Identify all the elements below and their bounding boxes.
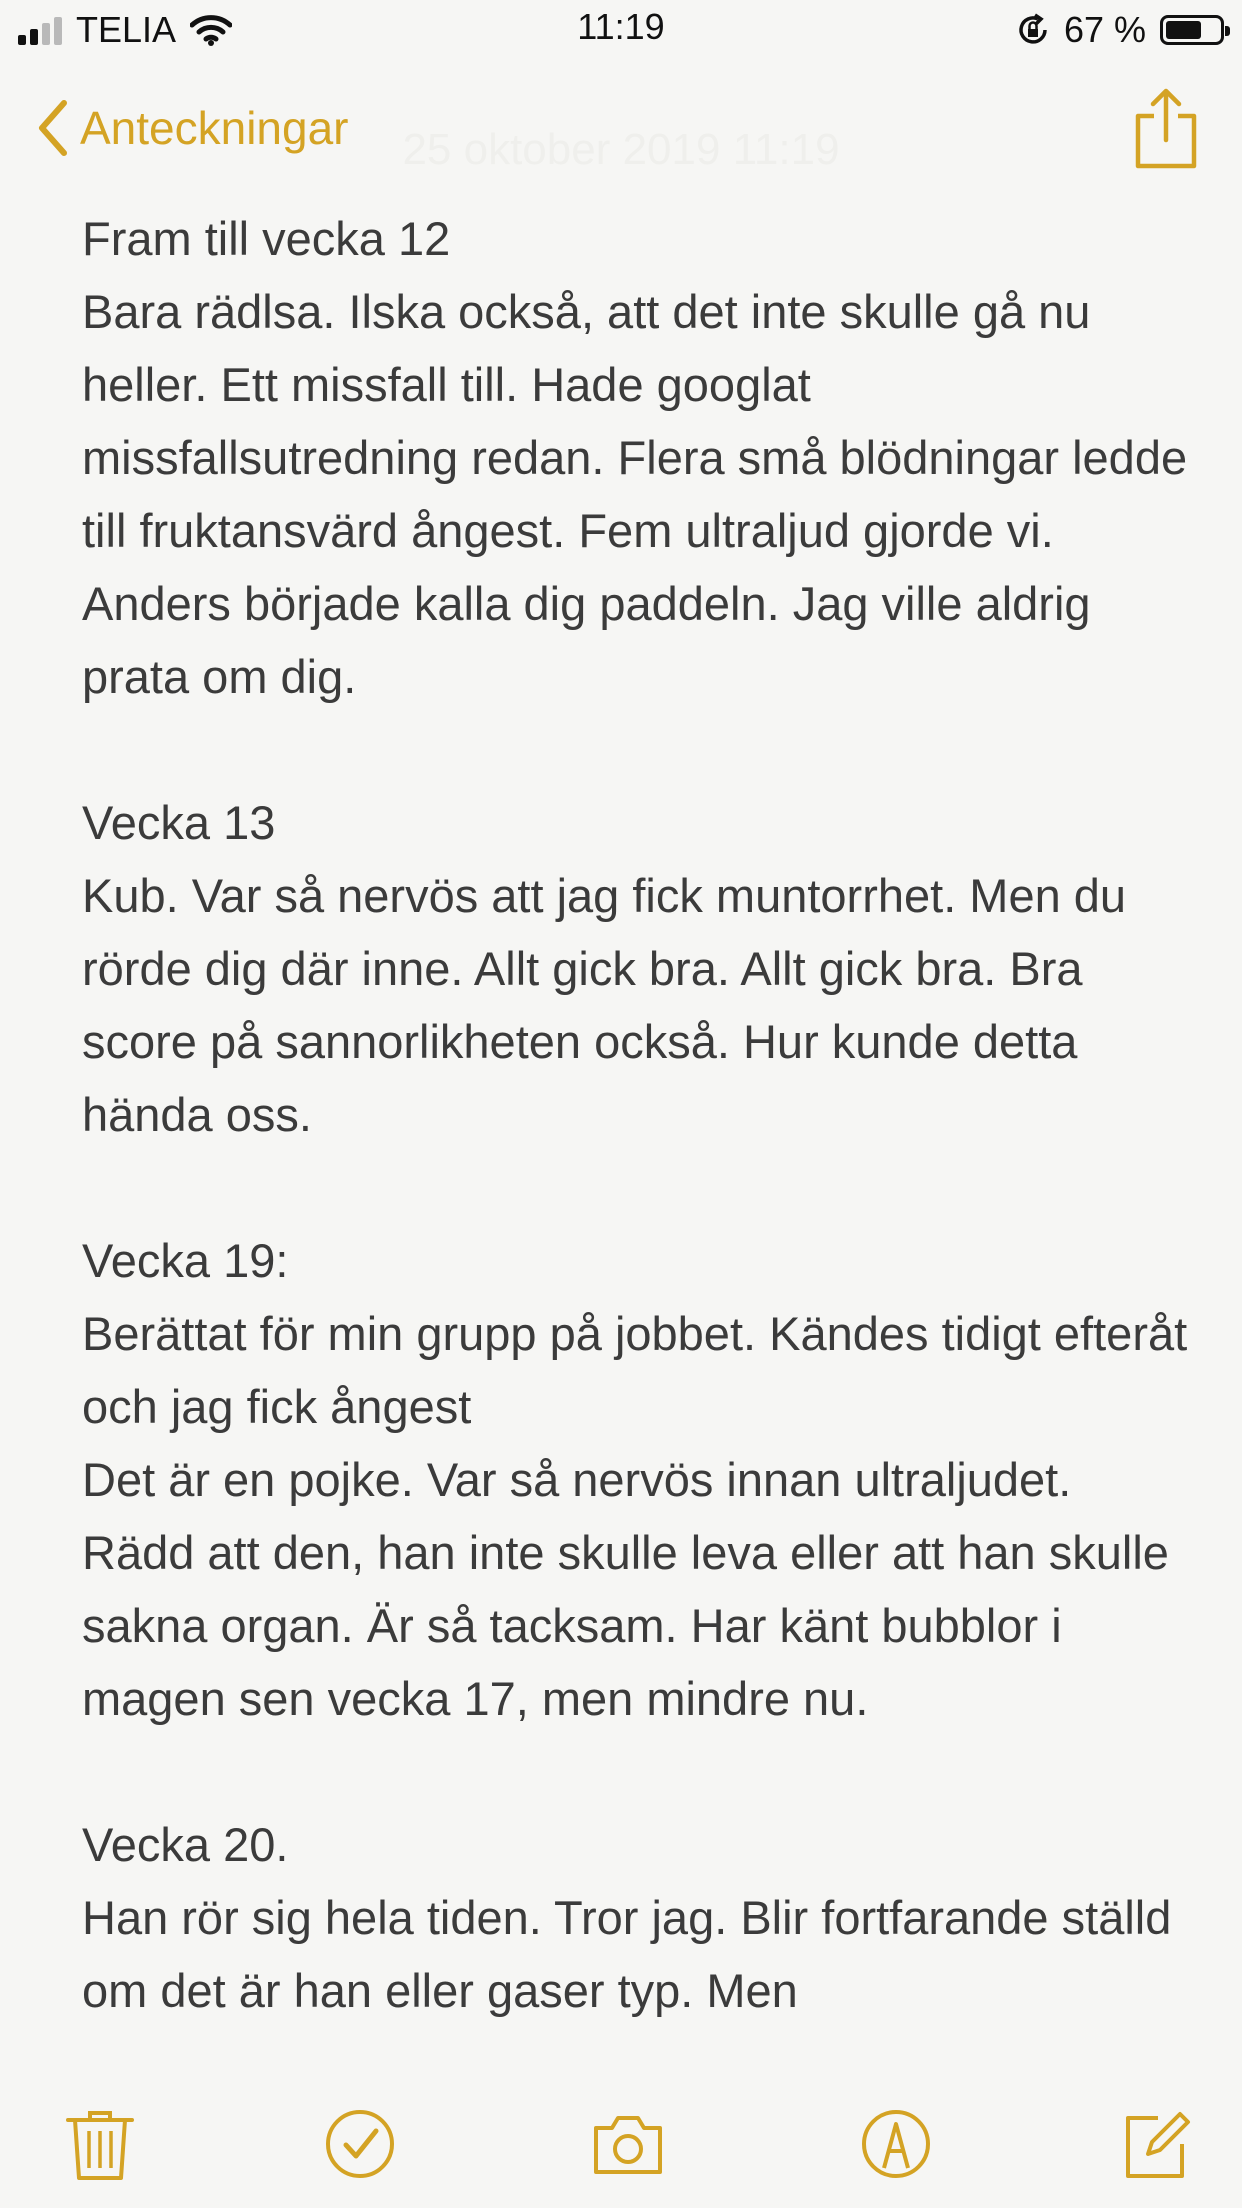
section-heading: Vecka 20. xyxy=(82,1818,289,1871)
note-date: 25 oktober 2019 11:19 xyxy=(402,125,840,174)
camera-icon[interactable] xyxy=(590,2106,666,2182)
section-heading: Fram till vecka 12 xyxy=(82,212,451,265)
compose-icon[interactable] xyxy=(1118,2106,1194,2182)
markup-icon[interactable] xyxy=(858,2106,934,2182)
section-heading: Vecka 13 xyxy=(82,796,276,849)
section-text: Bara rädlsa. Ilska också, att det inte skulle gå nu heller. Ett missfall till. Hade googlat missfallsutredning redan. Flera små blödningar ledde till fruktansvärd ångest. Fem ultraljud gjorde vi. Anders började kalla dig paddeln. Jag ville aldrig prata om dig. xyxy=(82,285,1188,703)
bottom-toolbar xyxy=(0,2068,1242,2208)
battery-level xyxy=(1166,21,1201,39)
section-text: Berättat för min grupp på jobbet. Kändes tidigt efteråt och jag fick ångest Det är en pojke. Var så nervös innan ultraljudet. Rädd att den, han inte skulle leva eller att han skulle sakna organ. Är så tacksam. Har känt bubblor i magen sen vecka 17, men mindre nu. xyxy=(82,1307,1188,1725)
battery-percentage: 67 % xyxy=(1063,9,1146,50)
orientation-lock-icon xyxy=(1016,13,1050,47)
checklist-icon[interactable] xyxy=(322,2106,398,2182)
status-time: 11:19 xyxy=(577,6,665,47)
section-text: Han rör sig hela tiden. Tror jag. Blir fortfarande ställd om det är han eller gaser typ. Men xyxy=(82,1891,1172,2017)
status-right xyxy=(1016,6,1224,54)
carrier-label: TELIA xyxy=(76,9,177,50)
section-text: Kub. Var så nervös att jag fick muntorrhet. Men du rörde dig där inne. Allt gick bra. Allt gick bra. Bra score på sannorlikheten också. Hur kunde detta hända oss. xyxy=(82,869,1127,1141)
back-button-label: Anteckningar xyxy=(80,102,349,154)
section-heading: Vecka 19: xyxy=(82,1234,289,1287)
battery-icon xyxy=(1160,15,1224,45)
status-bar xyxy=(0,0,1242,60)
note-body[interactable] xyxy=(82,202,1192,2062)
trash-icon[interactable] xyxy=(62,2106,138,2182)
